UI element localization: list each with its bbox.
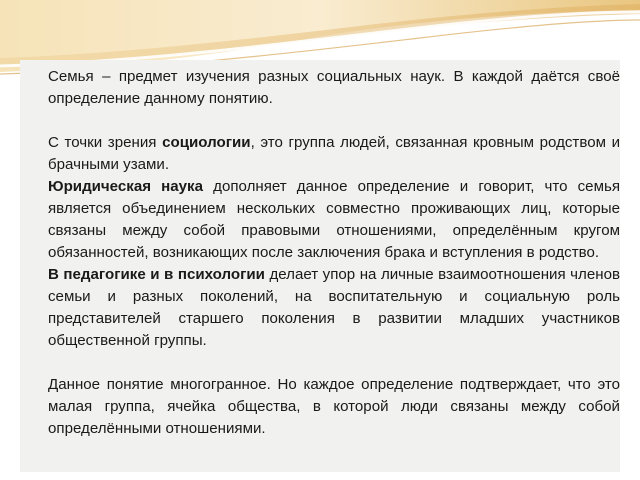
pedagogy-term: В педагогике и в психологии — [48, 266, 265, 283]
law-term: Юридическая наука — [48, 178, 204, 195]
sociology-rest: , это группа людей, связанная кровным родством и брачными узами. — [48, 134, 620, 173]
conclusion-text: Данное понятие многогранное. Но каждое определение подтверждает, что это малая группа, ячейка общества, в которой люди связаны между собой определёнными отношениями. — [48, 376, 620, 437]
paragraph-sociology-text — [48, 132, 620, 176]
text-panel — [20, 60, 620, 472]
paragraph-conclusion-text — [48, 374, 620, 440]
law-rest: дополняет данное определение и говорит, что семья является объединением нескольких совместно проживающих лиц, которые связаны между собой правовыми отношениями, определённым кругом обязанностей, возникающих после заключения брака и вступления в родство. — [48, 178, 620, 261]
paragraph-law-text — [48, 176, 620, 264]
paragraph-pedagogy — [20, 264, 620, 352]
paragraph-intro — [20, 66, 620, 110]
sociology-term: социологии — [162, 134, 251, 151]
intro-text: Семья – предмет изучения разных социальных наук. В каждой даётся своё определение данному понятию. — [48, 68, 620, 107]
paragraph-conclusion — [20, 374, 620, 440]
sociology-lead: С точки зрения — [48, 134, 163, 151]
paragraph-law — [20, 176, 620, 264]
pedagogy-rest: делает упор на личные взаимоотношения членов семьи и разных поколений, на воспитательную и социальную роль представителей старшего поколения в развитии младших участников общественной группы. — [48, 266, 620, 349]
paragraph-intro-text — [48, 66, 620, 110]
paragraph-pedagogy-text — [48, 264, 620, 352]
paragraph-sociology — [20, 132, 620, 176]
